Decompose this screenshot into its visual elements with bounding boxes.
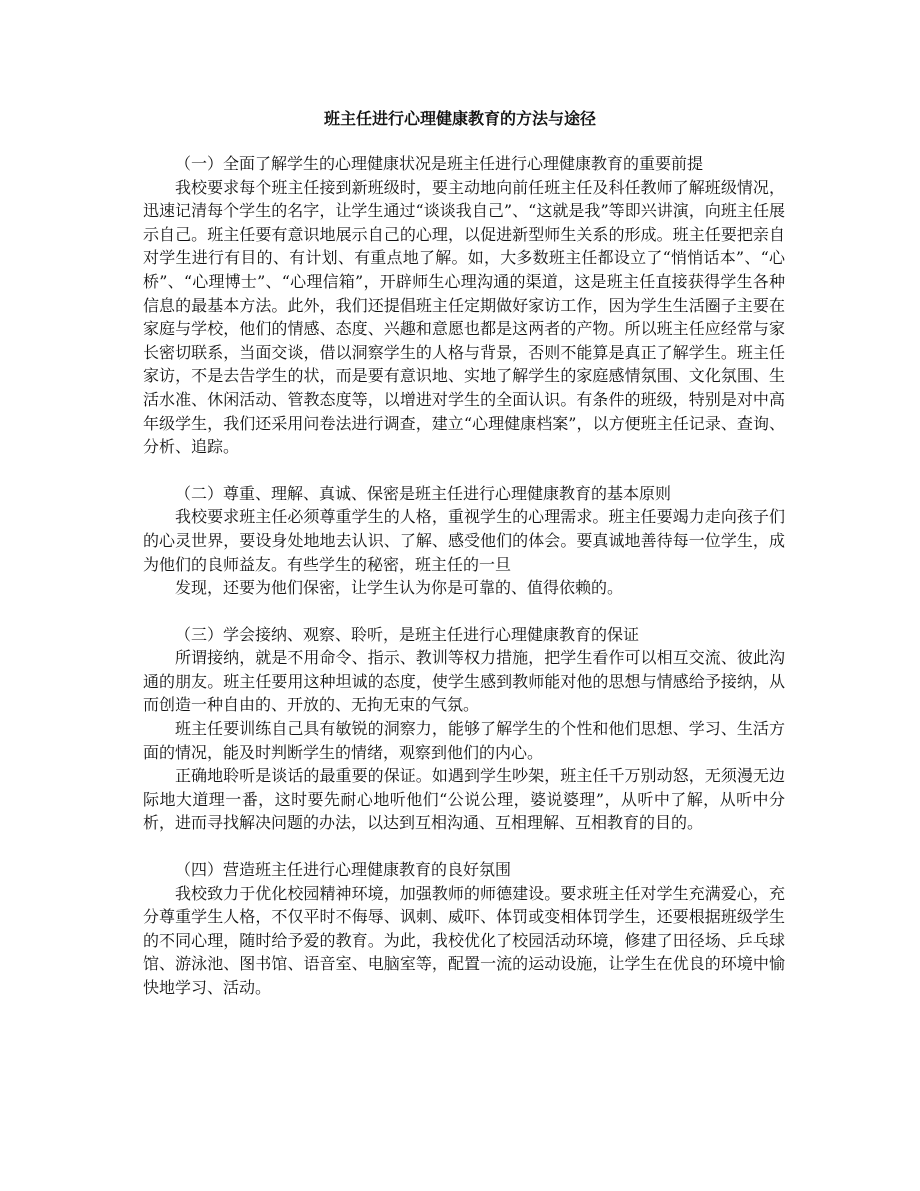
- paragraph: 正确地聆听是谈话的最重要的保证。如遇到学生吵架，班主任千万别动怒，无须漫无边际地大道理一番，这时要先耐心地听他们“公说公理，婆说婆理”，从听中了解，从听中分析，进而寻找解决问题的办法，以达到互相沟通、互相理解、互相教育的目的。: [143, 766, 785, 833]
- document-title: 班主任进行心理健康教育的方法与途径: [323, 109, 596, 128]
- section-3: [143, 623, 785, 835]
- paragraph: 发现，还要为他们保密，让学生认为你是可靠的、值得依赖的。: [175, 578, 624, 598]
- paragraph: 所谓接纳，就是不用命令、指示、教训等权力措施，把学生看作可以相互交流、彼此沟通的朋友。班主任要用这种坦诚的态度，使学生感到教师能对他的思想与情感给予接纳，从而创造一种自由的、开放的、无拘无束的气氛。: [143, 648, 785, 715]
- paragraph: 班主任要训练自己具有敏锐的洞察力，能够了解学生的个性和他们思想、学习、生活方面的情况，能及时判断学生的情绪，观察到他们的内心。: [143, 719, 785, 762]
- section-heading: （一）全面了解学生的心理健康状况是班主任进行心理健康教育的重要前提: [175, 154, 704, 173]
- paragraph: 我校致力于优化校园精神环境，加强教师的师德建设。要求班主任对学生充满爱心，充分尊重学生人格，不仅平时不侮辱、讽刺、威吓、体罚或变相体罚学生，还要根据班级学生的不同心理，随时给予爱的教育。为此，我校优化了校园活动环境，修建了田径场、乒乓球馆、游泳池、图书馆、语音室、电脑室等，配置一流的运动设施，让学生在优良的环境中愉快地学习、活动。: [143, 883, 785, 997]
- paragraph: 我校要求班主任必须尊重学生的人格，重视学生的心理需求。班主任要竭力走向孩子们的心灵世界，要设身处地地去认识、了解、感受他们的体会。要真诚地善待每一位学生，成为他们的良师益友。有些学生的秘密，班主任的一旦: [143, 507, 785, 574]
- section-2: [143, 482, 785, 600]
- paragraph: 我校要求每个班主任接到新班级时，要主动地向前任班主任及科任教师了解班级情况，迅速记清每个学生的名字，让学生通过“谈谈我自己”、“这就是我”等即兴讲演，向班主任展示自己。班主任要有意识地展示自己的心理，以促进新型师生关系的形成。班主任要把亲自对学生进行有目的、有计划、有重点地了解。如，大多数班主任都设立了“悄悄话本”、“心桥”、“心理博士”、“心理信箱”，开辟师生心理沟通的渠道，这是班主任直接获得学生各种信息的最基本方法。此外，我们还提倡班主任定期做好家访工作，因为学生生活圈子主要在家庭与学校，他们的情感、态度、兴趣和意愿也都是这两者的产物。所以班主任应经常与家长密切联系，当面交谈，借以洞察学生的人格与背景，否则不能算是真正了解学生。班主任家访，不是去告学生的状，而是要有意识地、实地了解学生的家庭感情氛围、文化氛围、生活水准、休闲活动、管教态度等，以增进对学生的全面认识。有条件的班级，特别是对中高年级学生，我们还采用问卷法进行调查，建立“心理健康档案”，以方便班主任记录、查询、分析、追踪。: [143, 177, 785, 457]
- section-4: [143, 858, 785, 1000]
- section-heading: （二）尊重、理解、真诚、保密是班主任进行心理健康教育的基本原则: [175, 483, 672, 503]
- section-1: [143, 152, 785, 459]
- section-heading: （四）营造班主任进行心理健康教育的良好氛围: [175, 860, 512, 880]
- section-heading: （三）学会接纳、观察、聆听，是班主任进行心理健康教育的保证: [175, 624, 640, 644]
- document-body: [143, 152, 785, 1023]
